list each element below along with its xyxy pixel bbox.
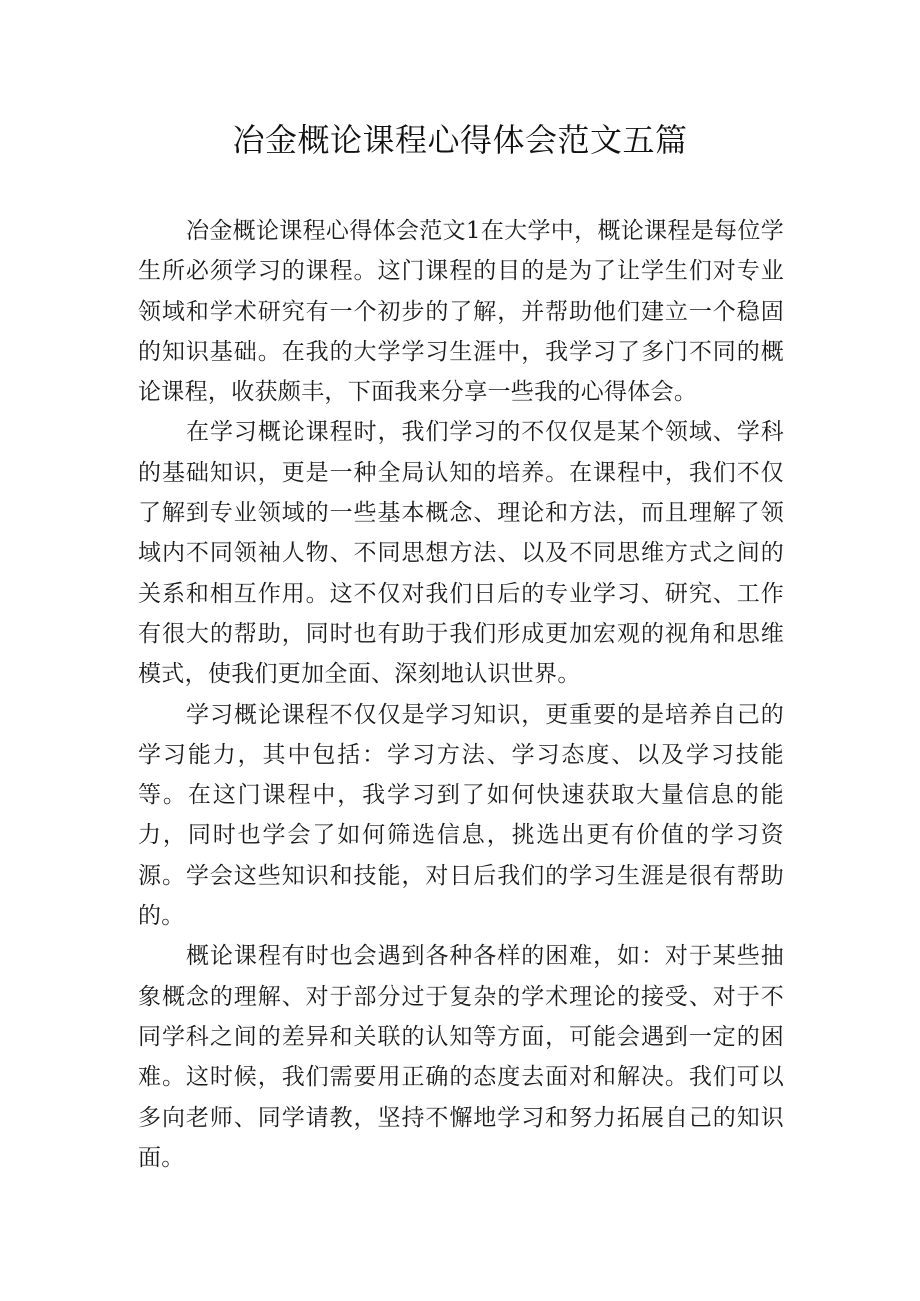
paragraph-2: 在学习概论课程时，我们学习的不仅仅是某个领域、学科的基础知识，更是一种全局认知的培养。在课程中，我们不仅了解到专业领域的一些基本概念、理论和方法，而且理解了领域内不同领袖人物、不同思想方法、以及不同思维方式之间的关系和相互作用。这不仅对我们日后的专业学习、研究、工作有很大的帮助，同时也有助于我们形成更加宏观的视角和思维模式，使我们更加全面、深刻地认识世界。 [138,419,784,688]
document-title: 冶金概论课程心得体会范文五篇 [232,121,688,159]
paragraph-4: 概论课程有时也会遇到各种各样的困难，如：对于某些抽象概念的理解、对于部分过于复杂的学术理论的接受、对于不同学科之间的差异和关联的认知等方面，可能会遇到一定的困难。这时候，我们需要用正确的态度去面对和解决。我们可以多向老师、同学请教，坚持不懈地学习和努力拓展自己的知识面。 [138,943,784,1171]
paragraph-3: 学习概论课程不仅仅是学习知识，更重要的是培养自己的学习能力，其中包括：学习方法、学习态度、以及学习技能等。在这门课程中，我学习到了如何快速获取大量信息的能力，同时也学会了如何筛选信息，挑选出更有价值的学习资源。学会这些知识和技能，对日后我们的学习生涯是很有帮助的。 [138,701,784,930]
paragraph-1: 冶金概论课程心得体会范文1在大学中，概论课程是每位学生所必须学习的课程。这门课程的目的是为了让学生们对专业领域和学术研究有一个初步的了解，并帮助他们建立一个稳固的知识基础。在我的大学学习生涯中，我学习了多门不同的概论课程，收获颇丰，下面我来分享一些我的心得体会。 [138,218,784,406]
document-body [138,211,784,1178]
